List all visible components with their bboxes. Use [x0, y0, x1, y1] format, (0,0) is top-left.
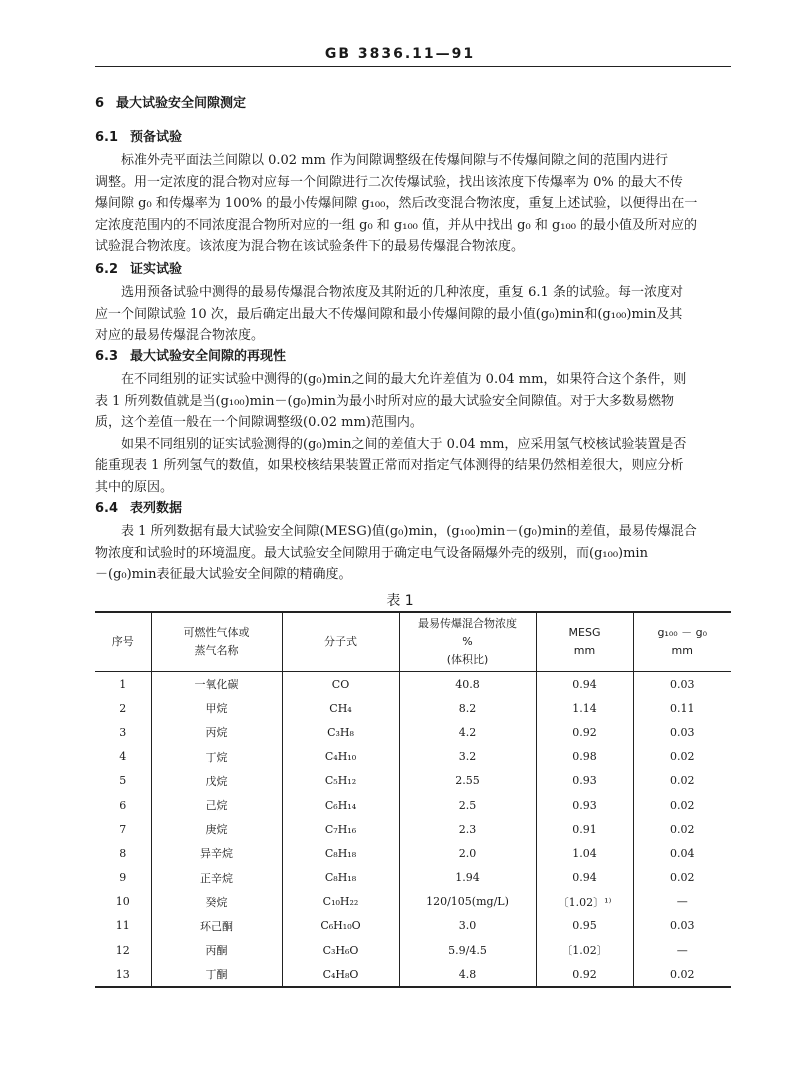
table-row [95, 696, 731, 720]
cell-diff: 0.03 [633, 914, 731, 938]
text-line: 其中的原因。 [95, 479, 174, 495]
cell-mesg: 0.98 [536, 745, 633, 769]
subsection-title: 表列数据 [130, 501, 183, 516]
cell-diff: 0.02 [633, 769, 731, 793]
cell-formula: C₅H₁₂ [282, 769, 399, 793]
cell-formula: C₃H₈ [282, 720, 399, 744]
table-row [95, 962, 731, 987]
table-row [95, 841, 731, 865]
cell-no: 12 [115, 943, 130, 957]
cell-formula: C₆H₁₀O [282, 914, 399, 938]
cell-name: 己烷 [151, 793, 282, 817]
table-row [95, 817, 731, 841]
cell-conc: 2.55 [399, 769, 536, 793]
cell-conc: 5.9/4.5 [399, 938, 536, 962]
subsection-number: 6.1 [95, 130, 119, 145]
cell-name: 异辛烷 [151, 841, 282, 865]
col-header-name: 可燃性气体或 蒸气名称 [151, 612, 282, 672]
table-row [95, 914, 731, 938]
paragraph-6-1 [95, 150, 735, 258]
cell-mesg: 1.04 [536, 841, 633, 865]
cell-diff: 0.02 [633, 817, 731, 841]
cell-mesg: 〔1.02〕 [536, 938, 633, 962]
cell-formula: C₇H₁₆ [282, 817, 399, 841]
cell-diff: 0.02 [633, 866, 731, 890]
text-line: 能重现表 1 所列氢气的数值，如果校核结果装置正常而对指定气体测得的结果仍然相差很大，则应分析 [95, 458, 684, 473]
table-row [95, 769, 731, 793]
cell-diff: — [633, 938, 731, 962]
cell-no: 3 [119, 725, 127, 739]
header-rule [95, 66, 731, 67]
col-header-mesg: MESG mm [536, 612, 633, 672]
data-table [95, 611, 731, 988]
cell-name: 丙烷 [151, 720, 282, 744]
cell-name: 庚烷 [151, 817, 282, 841]
cell-formula: C₁₀H₂₂ [282, 890, 399, 914]
cell-no: 4 [119, 750, 127, 764]
cell-mesg: 〔1.02〕¹⁾ [536, 890, 633, 914]
cell-conc: 2.0 [399, 841, 536, 865]
subsection-number: 6.3 [95, 349, 119, 364]
cell-name: 丁酮 [151, 962, 282, 987]
cell-no: 2 [119, 701, 127, 715]
cell-conc: 8.2 [399, 696, 536, 720]
paragraph-6-4 [95, 521, 735, 586]
table-row [95, 793, 731, 817]
section-number: 6 [95, 96, 105, 111]
table-caption: 表 1 [386, 593, 414, 609]
cell-diff: 0.02 [633, 793, 731, 817]
cell-name: 甲烷 [151, 696, 282, 720]
cell-formula: C₆H₁₄ [282, 793, 399, 817]
cell-diff: 0.04 [633, 841, 731, 865]
cell-no: 10 [115, 895, 130, 909]
cell-no: 8 [119, 846, 127, 860]
paragraph-6-2 [95, 282, 735, 347]
text-line: 对应的最易传爆混合物浓度。 [95, 328, 265, 343]
table-row [95, 938, 731, 962]
cell-no: 1 [119, 677, 127, 691]
text-line: 选用预备试验中测得的最易传爆混合物浓度及其附近的几种浓度，重复 6.1 条的试验。每一浓度对 [121, 285, 683, 300]
text-line: 爆间隙 g₀ 和传爆率为 100% 的最小传爆间隙 g₁₀₀，然后改变混合物浓度，重复上述试验，以便得出在一 [95, 196, 698, 211]
text-line: 标准外壳平面法兰间隙以 0.02 mm 作为间隙调整级在传爆间隙与不传爆间隙之间的范围内进行 [121, 153, 668, 168]
cell-conc: 2.3 [399, 817, 536, 841]
text-line: 应一个间隙试验 10 次，最后确定出最大不传爆间隙和最小传爆间隙的最小值(g₀)min和(g₁₀₀)min及其 [95, 306, 683, 322]
cell-mesg: 0.94 [536, 866, 633, 890]
page-header: GB 3836.11—91 [324, 46, 476, 62]
table-row [95, 720, 731, 744]
text-line: 表 1 所列数值就是当(g₁₀₀)min－(g₀)min为最小时所对应的最大试验安全间隙值。对于大多数易燃物 [95, 393, 675, 409]
cell-diff: 0.02 [633, 962, 731, 987]
cell-conc: 4.2 [399, 720, 536, 744]
cell-name: 癸烷 [151, 890, 282, 914]
subsection-number: 6.4 [95, 501, 119, 516]
col-header-formula: 分子式 [282, 612, 399, 672]
cell-diff: 0.03 [633, 672, 731, 697]
subsection-6-3-heading [95, 347, 735, 367]
section-title: 最大试验安全间隙测定 [116, 96, 247, 111]
table-header-row [95, 612, 731, 672]
text-line: 表 1 所列数据有最大试验安全间隙(MESG)值(g₀)min，(g₁₀₀)min－(g₀)min的差值，最易传爆混合 [121, 524, 697, 539]
subsection-title: 证实试验 [130, 262, 183, 277]
text-line: 如果不同组别的证实试验测得的(g₀)min之间的差值大于 0.04 mm，应采用氢气校核试验装置是否 [121, 436, 687, 452]
cell-conc: 3.2 [399, 745, 536, 769]
cell-mesg: 0.92 [536, 720, 633, 744]
text-line: 调整。用一定浓度的混合物对应每一个间隙进行二次传爆试验，找出该浓度下传爆率为 0% 的最大不传 [95, 174, 683, 190]
text-line: 定浓度范围内的不同浓度混合物所对应的一组 g₀ 和 g₁₀₀ 值，并从中找出 g₀ 和 g₁₀₀ 的最小值及所对应的 [95, 217, 698, 233]
paragraph-6-3 [95, 369, 735, 498]
cell-formula: C₄H₈O [282, 962, 399, 987]
cell-name: 正辛烷 [151, 866, 282, 890]
subsection-6-2-heading [95, 260, 735, 280]
text-line: 物浓度和试验时的环境温度。最大试验安全间隙用于确定电气设备隔爆外壳的级别，而(g₁₀₀)min [95, 545, 648, 561]
text-line: 试验混合物浓度。该浓度为混合物在该试验条件下的最易传爆混合物浓度。 [95, 239, 525, 254]
cell-formula: C₈H₁₈ [282, 841, 399, 865]
table-row [95, 745, 731, 769]
cell-mesg: 0.91 [536, 817, 633, 841]
cell-diff: — [633, 890, 731, 914]
cell-no: 13 [95, 962, 151, 987]
cell-mesg: 0.93 [536, 793, 633, 817]
cell-name: 戊烷 [151, 769, 282, 793]
table-row [95, 672, 731, 697]
cell-no: 7 [119, 822, 127, 836]
cell-conc: 2.5 [399, 793, 536, 817]
cell-mesg: 0.94 [536, 672, 633, 697]
subsection-6-1-heading [95, 128, 735, 148]
cell-name: 丙酮 [151, 938, 282, 962]
cell-name: 丁烷 [151, 745, 282, 769]
cell-mesg: 0.92 [536, 962, 633, 987]
cell-mesg: 0.93 [536, 769, 633, 793]
table-row [95, 866, 731, 890]
cell-diff: 0.03 [633, 720, 731, 744]
cell-formula: CH₄ [282, 696, 399, 720]
cell-formula: CO [282, 672, 399, 697]
cell-name: 环己酮 [151, 914, 282, 938]
subsection-title: 最大试验安全间隙的再现性 [130, 349, 287, 364]
cell-formula: C₈H₁₈ [282, 866, 399, 890]
cell-conc: 3.0 [399, 914, 536, 938]
cell-no: 5 [119, 774, 127, 788]
cell-conc: 4.8 [399, 962, 536, 987]
cell-diff: 0.02 [633, 745, 731, 769]
subsection-6-4-heading [95, 499, 735, 519]
subsection-number: 6.2 [95, 262, 119, 277]
col-header-concentration: 最易传爆混合物浓度 % (体积比) [399, 612, 536, 672]
text-line: 质，这个差值一般在一个间隙调整级(0.02 mm)范围内。 [95, 415, 423, 430]
cell-no: 9 [119, 871, 127, 885]
subsection-title: 预备试验 [130, 130, 183, 145]
cell-mesg: 1.14 [536, 696, 633, 720]
cell-diff: 0.11 [633, 696, 731, 720]
section-6-heading [95, 94, 735, 114]
cell-formula: C₄H₁₀ [282, 745, 399, 769]
text-line: 在不同组别的证实试验中测得的(g₀)min之间的最大允许差值为 0.04 mm，如果符合这个条件，则 [121, 372, 687, 387]
table-row [95, 890, 731, 914]
cell-no: 11 [115, 919, 130, 933]
col-header-no: 序号 [95, 612, 151, 672]
cell-name: 一氧化碳 [151, 672, 282, 697]
cell-no: 6 [119, 798, 127, 812]
text-line: －(g₀)min表征最大试验安全间隙的精确度。 [95, 567, 352, 582]
cell-formula: C₃H₆O [282, 938, 399, 962]
cell-mesg: 0.95 [536, 914, 633, 938]
cell-conc: 40.8 [399, 672, 536, 697]
col-header-gap-diff: g₁₀₀ － g₀ mm [633, 612, 731, 672]
cell-conc: 1.94 [399, 866, 536, 890]
cell-conc: 120/105(mg/L) [399, 890, 536, 914]
